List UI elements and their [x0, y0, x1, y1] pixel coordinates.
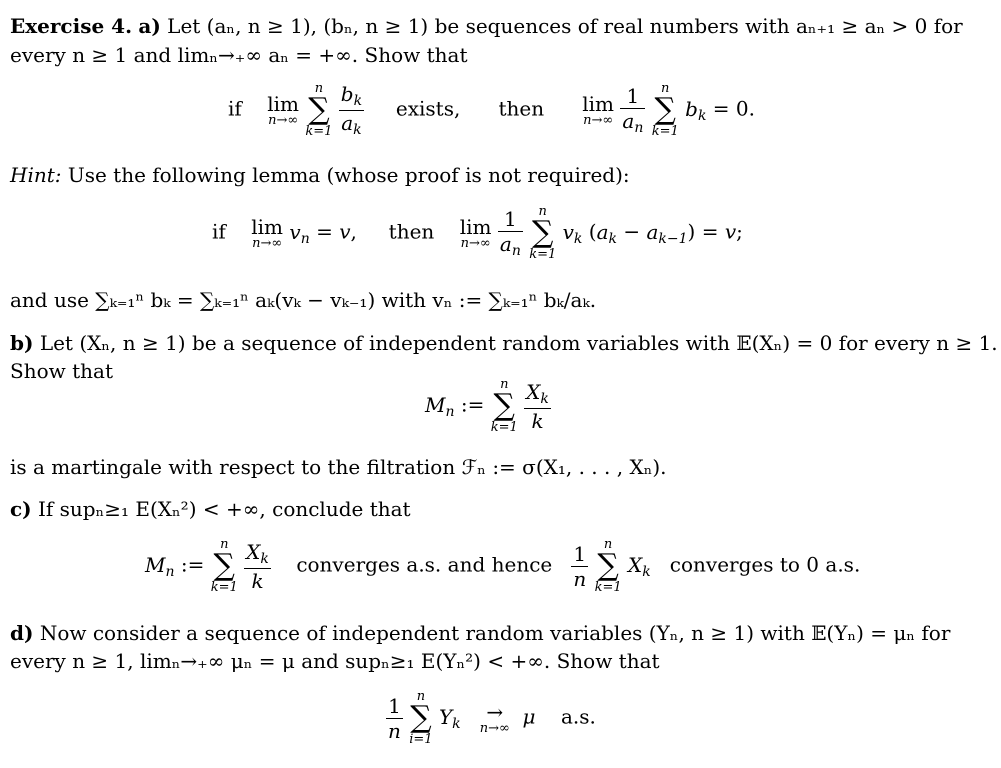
word-as: a.s.: [560, 704, 596, 729]
word-if: if: [228, 96, 242, 121]
summation-symbol: n ∑ k=1: [210, 537, 238, 595]
word-converges: converges a.s. and hence: [296, 552, 553, 577]
display-d: $\frac{1}{n}$ n ∑ i=1 $Y_k$ → n→∞ μ a.s.: [388, 689, 596, 747]
display-martingale: $M_n$ := n ∑ k=1 $\frac{X_k}{k}$: [425, 377, 549, 435]
part-d-label: d): [10, 621, 34, 645]
display-a: if lim n→∞ n ∑ k=1 $\frac{b_k}{a_k}$ exists, then lim n→∞ $\frac{1}{a_n}$ n ∑ k=1 $b_k = 0$.: [228, 81, 755, 139]
part-c-line-1: [10, 495, 983, 524]
hint-text: Use the following lemma (whose proof is not required):: [67, 163, 630, 187]
part-b-line-1: [10, 329, 998, 358]
hint-line: [10, 161, 983, 190]
summation-symbol: n ∑ k=1: [594, 537, 622, 595]
part-b-text-3: is a martingale with respect to the filtration ℱₙ := σ(X₁, . . . , Xₙ).: [10, 455, 667, 479]
part-d-text-2: every n ≥ 1, limₙ→₊∞ μₙ = μ and supₙ≥₁ E(Yₙ²) < +∞. Show that: [10, 649, 660, 673]
fraction-1-an: $\frac{1}{a_n}$: [622, 83, 644, 136]
word-converges-0: converges to 0 a.s.: [669, 552, 861, 577]
and-use-line: [10, 286, 983, 315]
word-then: then: [498, 96, 545, 121]
part-d-text-1: Now consider a sequence of independent random variables (Yₙ, n ≥ 1) with 𝔼(Yₙ) = μₙ for: [39, 621, 951, 645]
part-b-line-3: [10, 453, 983, 482]
limit-op: lim n→∞: [459, 214, 492, 251]
exercise-heading: Exercise 4.: [10, 14, 133, 38]
summation-symbol: n ∑ k=1: [305, 81, 333, 139]
word-if: if: [212, 219, 226, 244]
word-then: then: [388, 219, 435, 244]
part-c-text-1: If supₙ≥₁ E(Xₙ²) < +∞, conclude that: [38, 497, 411, 521]
limit-op: lim n→∞: [251, 214, 284, 251]
limit-op: lim n→∞: [267, 91, 300, 128]
fraction-xk-k: $\frac{X_k}{k}$: [246, 539, 269, 593]
part-b-label: b): [10, 331, 34, 355]
summation-symbol: n ∑ i=1: [409, 689, 433, 747]
summation-symbol: n ∑ k=1: [651, 81, 679, 139]
hint-label: Hint:: [10, 163, 62, 187]
fraction-1-an: $\frac{1}{a_n}$: [499, 206, 521, 259]
limit-op: lim n→∞: [582, 91, 615, 128]
fraction-1-n: $\frac{1}{n}$: [388, 693, 401, 743]
word-exists: exists,: [395, 96, 461, 121]
part-d-line-1: [10, 619, 983, 648]
arrow-limit: → n→∞: [479, 699, 510, 736]
display-c: $M_n$ := n ∑ k=1 $\frac{X_k}{k}$ converges a.s. and hence $\frac{1}{n}$ n ∑ k=1 $X_k$ converges to 0 a.s.: [145, 537, 861, 595]
summation-symbol: n ∑ k=1: [490, 377, 518, 435]
and-use-text: and use ∑ₖ₌₁ⁿ bₖ = ∑ₖ₌₁ⁿ aₖ(vₖ − vₖ₋₁) with vₙ := ∑ₖ₌₁ⁿ bₖ/aₖ.: [10, 288, 597, 312]
fraction-1-n: $\frac{1}{n}$: [573, 541, 587, 591]
fraction-bk-ak: $\frac{b_k}{a_k}$: [340, 81, 363, 138]
part-b-text-1: Let (Xₙ, n ≥ 1) be a sequence of independent random variables with 𝔼(Xₙ) = 0 for every n ≥ 1.: [39, 331, 998, 355]
part-a-label: a): [138, 14, 161, 38]
part-b-text-2: Show that: [10, 359, 113, 383]
part-a-text-2: every n ≥ 1 and limₙ→₊∞ aₙ = +∞. Show that: [10, 43, 468, 67]
summation-symbol: n ∑ k=1: [529, 204, 557, 262]
fraction-xk-k: $\frac{X_k}{k}$: [526, 379, 549, 433]
part-a-line-2: [10, 41, 983, 70]
part-d-line-2: [10, 647, 983, 676]
display-lemma: if lim n→∞ $v_n = v$, then lim n→∞ $\frac{1}{a_n}$ n ∑ k=1 $v_k$ $(a_k - a_{k-1}) = v$;: [212, 204, 743, 262]
part-c-label: c): [10, 497, 32, 521]
part-a-text-1: Let (aₙ, n ≥ 1), (bₙ, n ≥ 1) be sequences of real numbers with aₙ₊₁ ≥ aₙ > 0 for: [167, 14, 963, 38]
part-a-line-1: [10, 12, 983, 41]
